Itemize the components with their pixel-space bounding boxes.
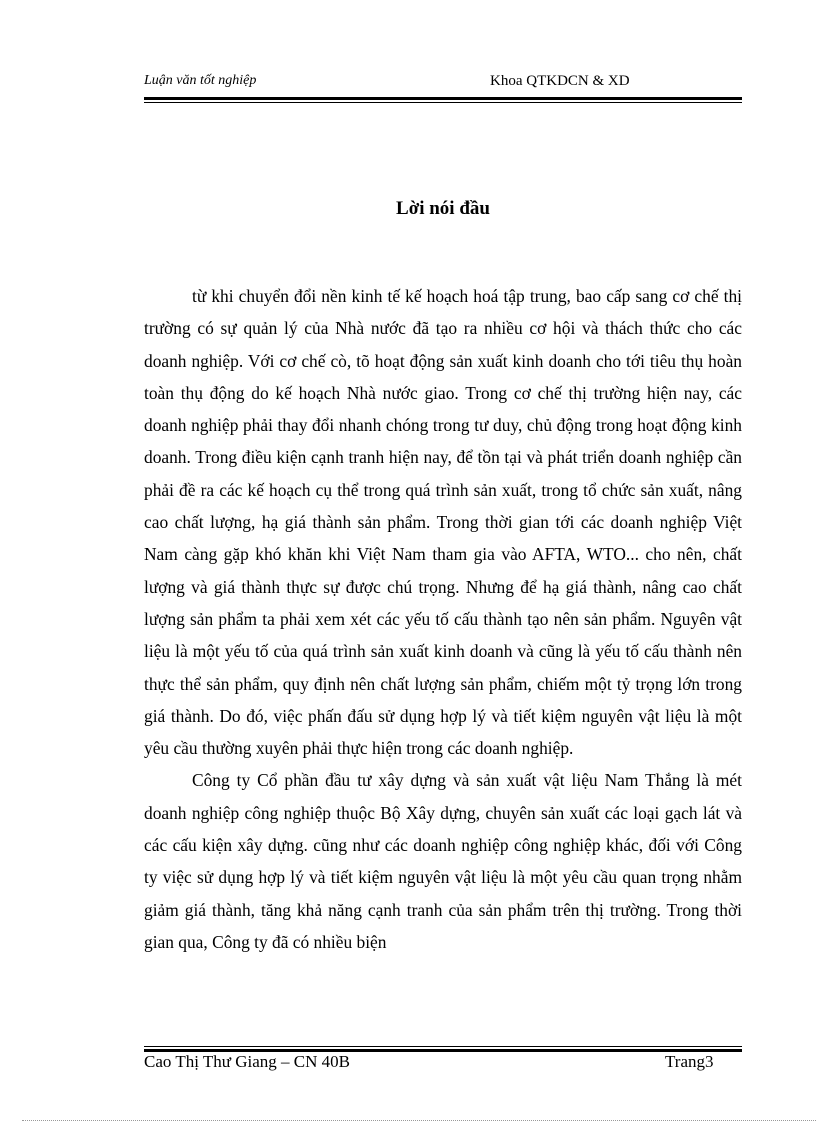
paragraph: Công ty Cổ phần đầu tư xây dựng và sản xuất vật liệu Nam Thắng là mét doanh nghiệp công nghiệp thuộc Bộ Xây dựng, chuyên sản xuất các loại gạch lát và các cấu kiện xây dựng. cũng như các doanh nghiệp công nghiệp khác, đối với Công ty việc sử dụng hợp lý và tiết kiệm nguyên vật liệu là một yêu cầu quan trọng nhằm giảm giá thành, tăng khả năng cạnh tranh của sản phẩm trên thị trường. Trong thời gian qua, Công ty đã có nhiều biện	[144, 770, 742, 952]
body-text	[144, 280, 742, 958]
paragraph: từ khi chuyển đổi nền kinh tế kế hoạch hoá tập trung, bao cấp sang cơ chế thị trường có sự quản lý của Nhà nước đã tạo ra nhiều cơ hội và thách thức cho các doanh nghiệp. Với cơ chế cò, tõ hoạt động sản xuất kinh doanh cho tới tiêu thụ hoàn toàn thụ động do kế hoạch Nhà nước giao. Trong cơ chế thị trường hiện nay, các doanh nghiệp phải thay đổi nhanh chóng trong tư duy, chủ động trong hoạt động kinh doanh. Trong điều kiện cạnh tranh hiện nay, để tồn tại và phát triển doanh nghiệp cần phải đề ra các kế hoạch cụ thể trong quá trình sản xuất, trong tổ chức sản xuất, nâng cao chất lượng, hạ giá thành sản phẩm. Trong thời gian tới các doanh nghiệp Việt Nam càng gặp khó khăn khi Việt Nam tham gia vào AFTA, WTO... cho nên, chất lượng và giá thành thực sự được chú trọng. Nhưng để hạ giá thành, nâng cao chất lượng sản phẩm ta phải xem xét các yếu tố cấu thành tạo nên sản phẩm. Nguyên vật liệu là một yếu tố của quá trình sản xuất kinh doanh và cũng là yếu tố cấu thành nên thực thể sản phẩm, quy định nên chất lượng sản phẩm, chiếm một tỷ trọng lớn trong giá thành. Do đó, việc phấn đấu sử dụng hợp lý và tiết kiệm nguyên vật liệu là một yêu cầu thường xuyên phải thực hiện trong các doanh nghiệp.	[144, 286, 742, 759]
page-number: Trang3	[665, 1052, 714, 1071]
header-divider-thick	[144, 97, 742, 100]
header-faculty-label: Khoa QTKDCN & XD	[490, 73, 630, 89]
page-edge-divider	[22, 1120, 816, 1121]
header-thesis-label: Luận văn tốt nghiệp	[144, 73, 257, 88]
page-header	[144, 73, 742, 93]
footer-author: Cao Thị Thư Giang – CN 40B	[144, 1052, 350, 1071]
header-divider-thin	[144, 102, 742, 103]
footer-divider-thin	[144, 1046, 742, 1047]
page-title: Lời nói đầu	[396, 198, 490, 219]
